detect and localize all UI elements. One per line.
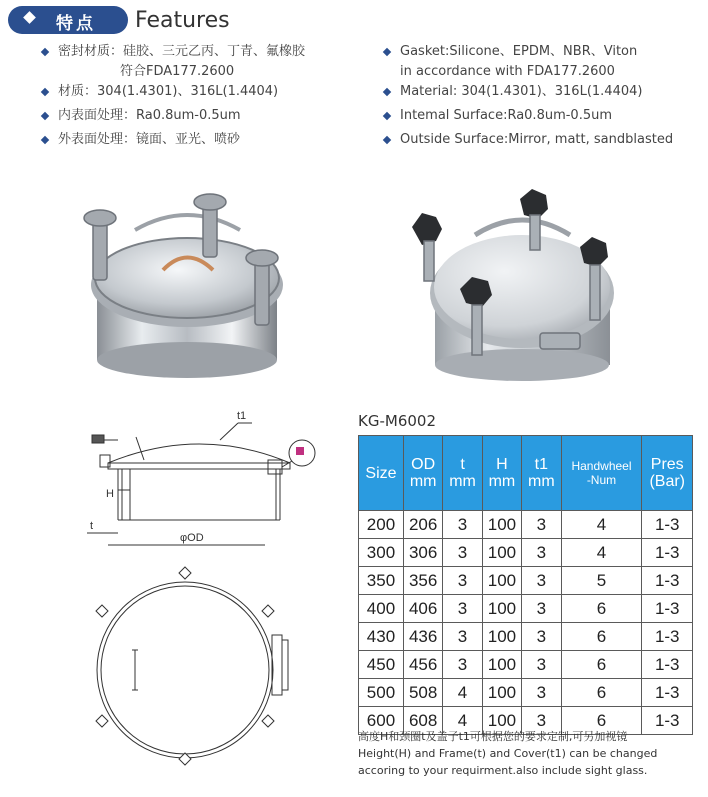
table-cell: 100 bbox=[482, 651, 521, 679]
table-cell: 436 bbox=[403, 623, 442, 651]
feature-item: Intemal Surface:Ra0.8um-0.5um bbox=[382, 104, 673, 128]
feature-item: 密封材质：硅胶、三元乙丙、丁青、氟橡胶 符合FDA177.2600 bbox=[40, 40, 305, 80]
th-h: H mm bbox=[482, 436, 521, 511]
table-cell: 3 bbox=[522, 567, 561, 595]
label-t: t bbox=[90, 520, 94, 532]
table-cell: 300 bbox=[359, 539, 404, 567]
spec-table bbox=[358, 435, 693, 735]
table-cell: 1-3 bbox=[642, 595, 693, 623]
table-cell: 306 bbox=[403, 539, 442, 567]
table-cell: 200 bbox=[359, 511, 404, 539]
table-row bbox=[359, 595, 693, 623]
table-cell: 6 bbox=[561, 651, 642, 679]
table-cell: 100 bbox=[482, 511, 521, 539]
table-row bbox=[359, 623, 693, 651]
table-cell: 3 bbox=[522, 539, 561, 567]
table-cell: 4 bbox=[443, 679, 482, 707]
label-od: φOD bbox=[180, 532, 204, 544]
table-cell: 608 bbox=[403, 707, 442, 735]
feature-item: 内表面处理：Ra0.8um-0.5um bbox=[40, 104, 305, 128]
feature-item: 外表面处理：镜面、亚光、喷砂 bbox=[40, 128, 305, 152]
table-row bbox=[359, 651, 693, 679]
table-row bbox=[359, 539, 693, 567]
features-list-en bbox=[382, 40, 673, 152]
table-cell: 1-3 bbox=[642, 679, 693, 707]
table-cell: 100 bbox=[482, 539, 521, 567]
table-row bbox=[359, 511, 693, 539]
table-cell: 100 bbox=[482, 679, 521, 707]
table-cell: 456 bbox=[403, 651, 442, 679]
table-cell: 3 bbox=[443, 567, 482, 595]
note-en-2: accoring to your requirment.also include sight glass. bbox=[358, 764, 648, 777]
table-header-row bbox=[359, 436, 693, 511]
table-cell: 4 bbox=[561, 539, 642, 567]
label-h: H bbox=[106, 488, 114, 500]
customization-note bbox=[358, 728, 657, 779]
table-cell: 1-3 bbox=[642, 511, 693, 539]
manhole-photo-matt bbox=[400, 185, 640, 385]
features-list-cn bbox=[40, 40, 305, 152]
feature-item: Outside Surface:Mirror, matt, sandblasted bbox=[382, 128, 673, 152]
table-cell: 3 bbox=[522, 623, 561, 651]
table-cell: 100 bbox=[482, 707, 521, 735]
table-cell: 3 bbox=[443, 539, 482, 567]
table-row bbox=[359, 567, 693, 595]
table-cell: 100 bbox=[482, 567, 521, 595]
table-cell: 5 bbox=[561, 567, 642, 595]
table-cell: 6 bbox=[561, 623, 642, 651]
table-cell: 3 bbox=[443, 651, 482, 679]
table-cell: 6 bbox=[561, 595, 642, 623]
table-cell: 508 bbox=[403, 679, 442, 707]
table-cell: 1-3 bbox=[642, 707, 693, 735]
table-cell: 450 bbox=[359, 651, 404, 679]
th-t: t mm bbox=[443, 436, 482, 511]
table-cell: 500 bbox=[359, 679, 404, 707]
table-cell: 3 bbox=[522, 707, 561, 735]
table-cell: 206 bbox=[403, 511, 442, 539]
table-cell: 1-3 bbox=[642, 651, 693, 679]
table-cell: 6 bbox=[561, 679, 642, 707]
th-t1: t1 mm bbox=[522, 436, 561, 511]
table-cell: 100 bbox=[482, 623, 521, 651]
table-cell: 600 bbox=[359, 707, 404, 735]
feature-item: Material: 304(1.4301)、316L(1.4404) bbox=[382, 80, 673, 104]
table-cell: 1-3 bbox=[642, 623, 693, 651]
model-number: KG-M6002 bbox=[358, 412, 436, 430]
table-cell: 100 bbox=[482, 595, 521, 623]
manhole-photo-mirror bbox=[75, 190, 300, 380]
feature-item: 材质：304(1.4301)、316L(1.4404) bbox=[40, 80, 305, 104]
features-title-en: Features bbox=[135, 8, 230, 33]
table-cell: 1-3 bbox=[642, 567, 693, 595]
th-size: Size bbox=[359, 436, 404, 511]
note-en-1: Height(H) and Frame(t) and Cover(t1) can be changed bbox=[358, 747, 658, 760]
table-cell: 4 bbox=[561, 511, 642, 539]
table-cell: 3 bbox=[522, 511, 561, 539]
th-od: OD mm bbox=[403, 436, 442, 511]
table-cell: 1-3 bbox=[642, 539, 693, 567]
table-cell: 3 bbox=[443, 623, 482, 651]
table-cell: 350 bbox=[359, 567, 404, 595]
table-cell: 356 bbox=[403, 567, 442, 595]
table-row bbox=[359, 679, 693, 707]
table-cell: 3 bbox=[443, 511, 482, 539]
th-handwheel: Handwheel -Num bbox=[561, 436, 642, 511]
features-title-cn: 特点 bbox=[56, 14, 96, 34]
table-cell: 430 bbox=[359, 623, 404, 651]
table-cell: 3 bbox=[522, 679, 561, 707]
table-cell: 406 bbox=[403, 595, 442, 623]
th-pres: Pres (Bar) bbox=[642, 436, 693, 511]
feature-item: Gasket:Silicone、EPDM、NBR、Viton in accordance with FDA177.2600 bbox=[382, 40, 673, 80]
side-section-drawing bbox=[70, 405, 330, 560]
top-view-drawing bbox=[80, 565, 300, 775]
table-cell: 3 bbox=[443, 595, 482, 623]
table-cell: 4 bbox=[443, 707, 482, 735]
table-cell: 6 bbox=[561, 707, 642, 735]
label-t1: t1 bbox=[237, 410, 247, 422]
note-cn: 高度H和颈圈t及盖子t1可根据您的要求定制,可另加视镜 bbox=[358, 730, 628, 743]
table-cell: 3 bbox=[522, 651, 561, 679]
table-cell: 3 bbox=[522, 595, 561, 623]
table-cell: 400 bbox=[359, 595, 404, 623]
